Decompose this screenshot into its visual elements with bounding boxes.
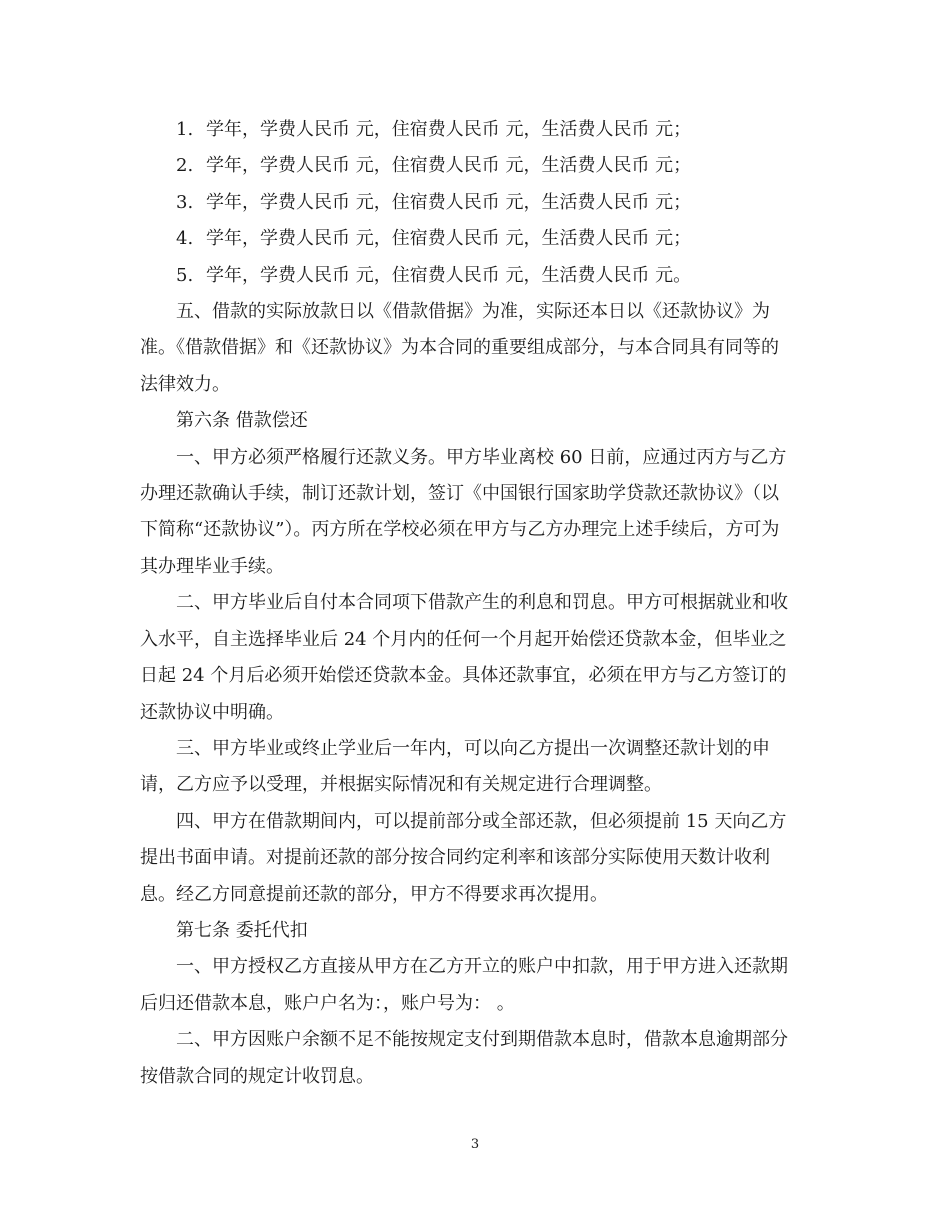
list-item-number: 1.: [176, 119, 194, 140]
list-item-number: 4.: [176, 228, 194, 250]
document-body: [140, 112, 812, 1095]
list-item: [140, 221, 812, 257]
paragraph-line: 四、甲方在借款期间内，可以提前部分或全部还款，但必须提前 15 天向乙方: [176, 810, 787, 832]
paragraph-line: 一、甲方授权乙方直接从甲方在乙方开立的账户中扣款，用于甲方进入还款期: [176, 956, 788, 978]
paragraph-line: 法律效力。: [140, 373, 230, 395]
paragraph-line: 按借款合同的规定计收罚息。: [140, 1065, 374, 1087]
paragraph-line: 下简称“还款协议”）。丙方所在学校必须在甲方与乙方办理完上述手续后，方可为: [140, 519, 780, 541]
list-item-text: 学年，学费人民币 元，住宿费人民币 元，生活费人民币 元。: [206, 264, 692, 286]
page-number: 3: [470, 1137, 480, 1152]
paragraph-line: 办理还款确认手续，制订还款计划，签订《中国银行国家助学贷款还款协议》（以: [140, 483, 779, 505]
list-item: [140, 258, 812, 294]
list-item-text: 学年，学费人民币 元，住宿费人民币 元，生活费人民币 元；: [206, 228, 692, 250]
paragraph-line: 还款协议中明确。: [140, 701, 284, 723]
paragraph-line: 日起 24 个月后必须开始偿还贷款本金。具体还款事宜，必须在甲方与乙方签订的: [140, 665, 787, 687]
list-item: [140, 148, 812, 184]
paragraph-line: 三、甲方毕业或终止学业后一年内，可以向乙方提出一次调整还款计划的申: [176, 737, 770, 759]
list-item: [140, 185, 812, 221]
paragraph-line: 二、甲方因账户余额不足不能按规定支付到期借款本息时，借款本息逾期部分: [176, 1029, 788, 1051]
article-7-heading: 第七条 委托代扣: [176, 919, 308, 941]
article-6-heading: 第六条 借款偿还: [176, 410, 308, 432]
paragraph-line: 提出书面申请。对提前还款的部分按合同约定利率和该部分实际使用天数计收利: [140, 847, 770, 869]
paragraph-line: 其办理毕业手续。: [140, 555, 284, 577]
list-item-text: 学年，学费人民币 元，住宿费人民币 元，生活费人民币 元；: [206, 119, 692, 140]
paragraph-line: 入水平，自主选择毕业后 24 个月内的任何一个月起开始偿还贷款本金，但毕业之: [140, 628, 787, 650]
paragraph-line: 五、借款的实际放款日以《借款借据》为准，实际还本日以《还款协议》为: [176, 301, 770, 323]
paragraph-line: 请，乙方应予以受理，并根据实际情况和有关规定进行合理调整。: [140, 774, 662, 796]
list-item: [140, 112, 812, 148]
paragraph-line: 准。《借款借据》和《还款协议》为本合同的重要组成部分，与本合同具有同等的: [140, 337, 779, 359]
list-item-number: 5.: [176, 264, 194, 286]
list-item-text: 学年，学费人民币 元，住宿费人民币 元，生活费人民币 元；: [206, 191, 692, 213]
list-item-number: 2.: [176, 155, 194, 177]
list-item-text: 学年，学费人民币 元，住宿费人民币 元，生活费人民币 元；: [206, 155, 692, 177]
paragraph-line: 后归还借款本息，账户户名为：，账户号为： 。: [140, 992, 515, 1014]
paragraph-line: 息。经乙方同意提前还款的部分，甲方不得要求再次提用。: [140, 883, 608, 905]
paragraph-line: 二、甲方毕业后自付本合同项下借款产生的利息和罚息。甲方可根据就业和收: [176, 592, 788, 614]
paragraph-line: 一、甲方必须严格履行还款义务。甲方毕业离校 60 日前，应通过丙方与乙方: [176, 446, 787, 468]
list-item-number: 3.: [176, 191, 194, 213]
